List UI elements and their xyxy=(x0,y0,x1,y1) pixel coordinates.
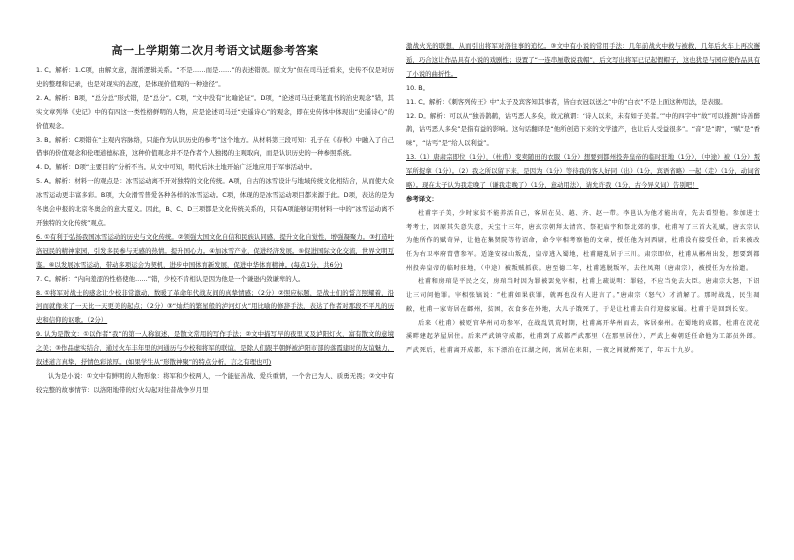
answer-10: 10. B。 xyxy=(406,83,429,92)
answer-5: 5. A。解析：材料一的观点是：冰雪运动离不开对独特的文化传统。A项，自古的冰雪设计与地域传统文化相结合，从而使大众冰雪运动更丰富多彩。B项，大众滑雪普爱各种各样的冰雪运动。C项，体现的是冰雪运动项目都来源于此。D项，表达的是为冬奥会申报的北京冬奥会的意大夏义。因此，B、C、D三项都是文化传统关系的，只有A项能够证明材料一中的“冰雪运动离不开独特的文化传统”观点。 xyxy=(36,177,394,227)
translation-paragraph-3: 后来（杜甫）被贬官华州司功参军，在战乱饥荒时期，杜甫离开华州而去，客居秦州。在蜀地的成都，杜甫在浣花溪畔建起茅屋居住。后来严武镇守成都，杜甫到了成都严武那里（在那里居住），严武上奏朝廷任命他为工部员外郎。严武死后，杜甫离开成都，东下漂泊在江湖之间，寓居在耒阳，一夜之间就醉死了，年五十九岁。 xyxy=(406,319,760,354)
right-column xyxy=(406,40,760,358)
answer-9-continued: 激战火光的联想，从而引出将军对洛往事的追忆。③文中有小说的常用手法：几年前战火中救与被救，几年后火车上再次邂逅，巧合这让作品具有小说的戏剧性；设置了“一连串厘敬说我帽”，后文写出将军已记起假帽子，这也犹是与园应使作品具有了小说的曲折性。 xyxy=(406,42,760,78)
answer-4: 4. D。解析：D项“主要目的”分析不当。从文中可知，明代后沐土地开始广泛地应用于军事活动中。 xyxy=(36,163,317,172)
document-title: 高一上学期第二次月考语文试题参考答案 xyxy=(111,44,319,57)
answer-6: 6. ①有利于弘扬我国冰雪运动的历史与文化传统。②领强大国文化自信和民族认同感，提升文化自觉性，增强凝聚力。③打造叶洛冠民的精神家园，引发多民参与无感的热情。提升国心力。④加冰雪产业，促进经济发展。⑤促进国际文化交流，世界文明互鉴。⑥以发展冰雪运动，带动多项运会为契机，进步中国体育新发展，促进中华体育精神。(每点1分，共6分) xyxy=(36,232,394,269)
translation-heading: 参考译文： xyxy=(406,194,438,203)
translation-paragraph-2: 杜甫和房琯是平民之交，房琯当时因为罪被罢免宰相，杜甫上疏说明：罪轻，不应当免去大臣。唐肃宗大怒，下诏让三司问他罪。宰相张镐说：“杜甫如果获罪，就再也没有人进言了。”唐肃宗（怒气）才消解了。那时战乱，民生凋敝，杜甫一家寄居在鄜州，贫困，衣食多在外地，大儿子饿死了，于是让杜甫去自行迎接家属。杜甫于是回到长安。 xyxy=(406,278,760,313)
answer-3: 3. B。解析：C项错在“主观内容脉络，只能作为认识历史的参考”这个地方。从材料第三段可知：孔子在《春秋》中融入了自己借事的价值观念和伦理道德标准，这种价值观念并不是作者个人独揭的主观取向，而是认识历史的一种参照系统。 xyxy=(36,135,394,158)
answer-9-novel: 认为是小说：①文中有鲜明的人物形象：将军和少校两人，一个能征善战、爱兵重情，一个舍已为人、质勇无畏；②文中有较完整的故事情节：以洛阳地带的灯火勾起对往昔战争岁月里 xyxy=(36,371,394,394)
answer-12: 12. D。解析：可以从“独善鹊鹤，诂丐恶人多矣，故元稹谓：‘诗人以来，未有如子美者。’”中的四字中“故”可以推测“诗善醉鹊，诂丐恶人多矣”是指有益的影响。这句话翻译是“他所创造下来的文学遗产，也让后人受益很多”。“音”是“谓”，“赋”是“香味”，“诂丐”是“给人以利益”。 xyxy=(406,111,760,148)
answer-7: 7. C。解析：“内向羞涩的性格使他……”错，少校不肯相认是因为他是一个谦逊内敛谦卑的人。 xyxy=(36,274,305,283)
answer-2: 2. A。解析：B项，“总分总”形式错，是“总分”。C项，“文中没有“比喻论证”。D项，“论述司马迁秉笔直书的治史观念”错，其实文章列举《史记》中的有四这一类性格鲜明的人物，应是论述司马迁“史遥诗心”的观念，即在史传体中体现出“史遥诗心”的价值观念。 xyxy=(36,93,394,130)
answer-11: 11. C。解析：《刺客列传王》中“太子及宾客知其事者，皆白衣冠以送之”中的“白衣”不是上面这种用法，是表服。 xyxy=(406,97,727,106)
answer-8: 8. ①将军对战士的感念让少校非常激动，数暖了革命年代战友间的真挚情感；（2分）②照应标题，是战士们的誓言照耀着，沿河而就像来了一天比一天更美的起点；（2分）③“灿烂的繁星般的泸河灯火”用比喻的修辞手法，表达了作者对那段不平凡的历史和信仰的讴歌。（2分） xyxy=(36,288,394,325)
answer-13: 13.（1）唐肃宗即位（1分），（杜甫）变卖随田的衣服（1分）想要到都州投奔皇帝的临时驻地（1分），（中途）被（1分）叛军所捉拿（1分）。（2）我之所以留下来，是因为（1分）等待我的客人好同（出）（1分，宾语省略）一起（走）（1分，动词省略）。现在太子认为我走晚了（谦我走晚了）（1分，意动用法），请允许我（1分，古今异义词）告别吧！ xyxy=(406,153,760,190)
translation-paragraph-1: 杜甫字子美，少时家贫不能养活自己，客居在吴、越、齐、赵一带。李邕认为他才能出奇，先去看望他。参加进士考考士，因原其失意失意，天宝十三年，唐玄宗朝拜太清宫、祭祀庙宇和祭北郊的事，杜甫写了三首大礼赋，唐玄宗认为他所作的赋奇异，让他在集贤院等待诏命，命令宰相考察他的文章，授任他为河西尉，杜甫没有接受任命，后来被改任为右卫率府胄曹参军。适逢安禄山叛乱，皇帝逃入蜀地，杜甫避乱居于三川。肃宗即位，杜甫从郴州出发，想要到都州投奔皇帝的临时驻地，（中途）被叛贼抓获。唐至德二年，杜甫逃脱叛军，去往凤翔（唐肃宗），被授任为左拾遗。 xyxy=(406,209,760,272)
answer-1: 1. C。解析：1.C项，由解文意，混淆逻辑关系。“不是……而是……”的表述错误。原文为“但在司马迁看来，史传不仅是对历史的整理和记录，也是对现实的态度，是体现价值观的一种途径”。 xyxy=(36,66,394,88)
answer-9-essay: 9. 认为是散文：①以作者“我”的第一人称叙述，是散文常用的写作手法；②文中描写早的夜里叉及泸阳灯火，富有散文的意境之美；③作品虚实结合，通过火车丰年里的河通历与少校和将军的联谊，是除人们跟半朝鲜被泸阳市部的落霞建时的友谊魅力，叙述道言真挚，抒情色彩浓厚。(如果学生从“形散神聚”的特点分析，言之有理也可) xyxy=(36,330,394,367)
